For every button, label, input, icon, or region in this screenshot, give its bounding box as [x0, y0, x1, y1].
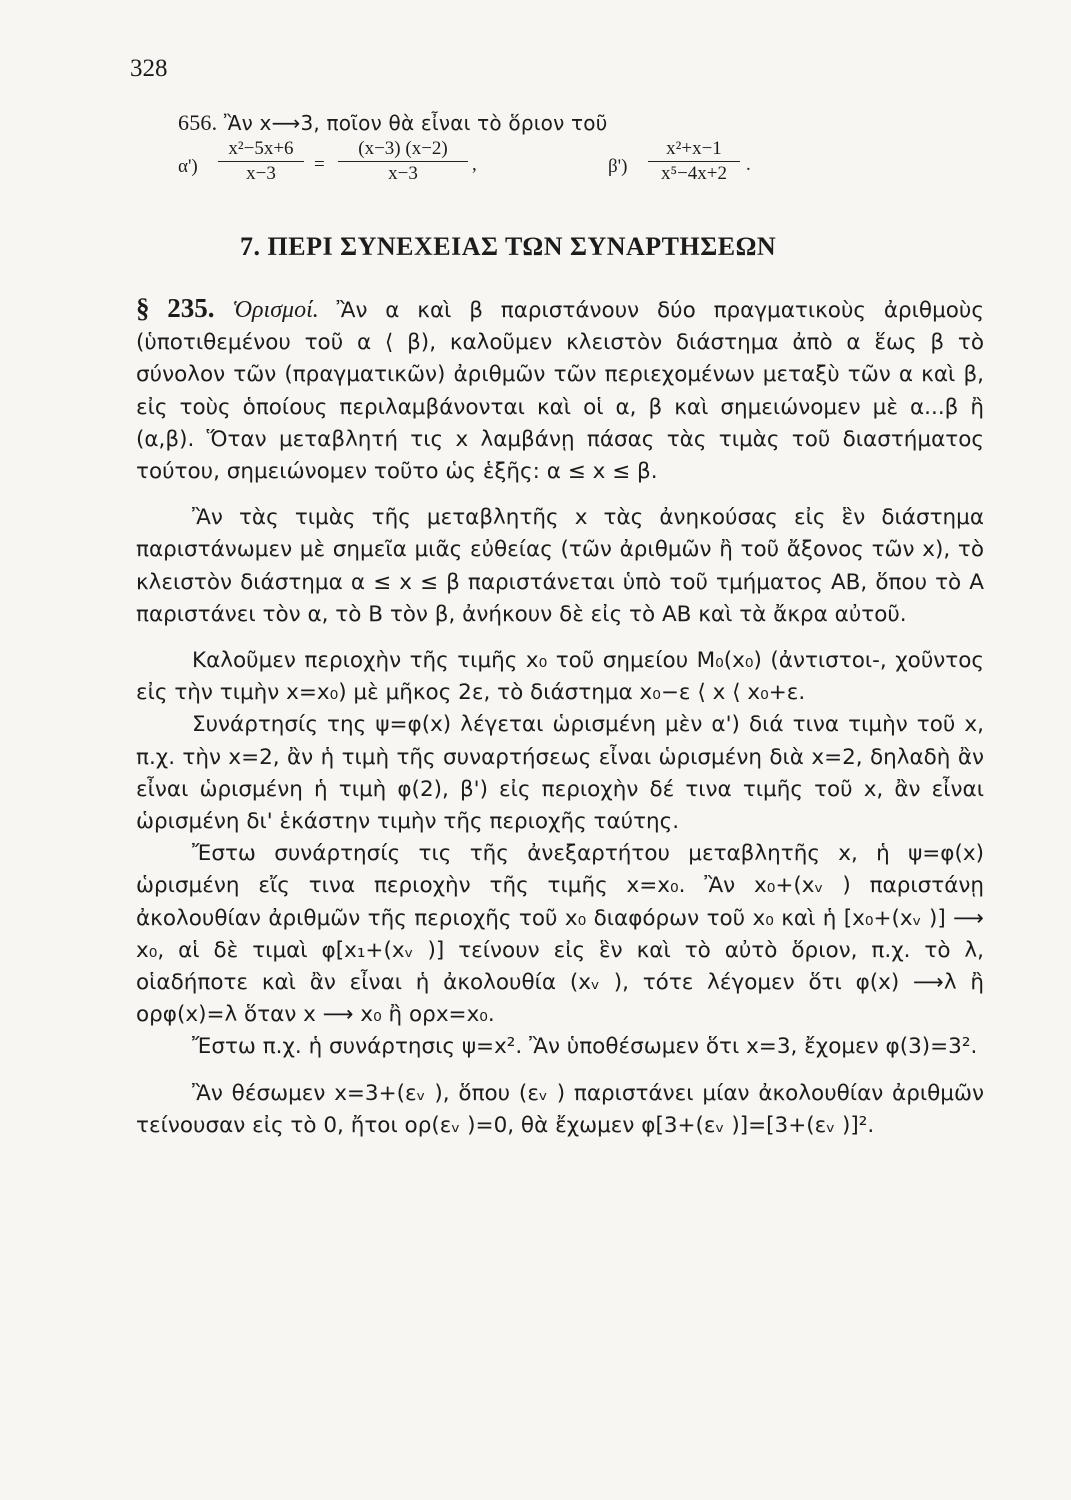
fraction-b-numerator: x²+x−1 [648, 138, 740, 162]
part-b-period: . [746, 154, 751, 175]
fraction-a2-denominator: x−3 [388, 163, 418, 184]
part-a-comma: , [472, 154, 477, 175]
paragraph-6: Ἔστω π.χ. ἡ συνάρτησις ψ=x². Ἂν ὑποθέσωμεν ὅτι x=3, ἔχομεν φ(3)=3². [192, 1034, 978, 1060]
paragraph-5: Ἔστω συνάρτησίς τις τῆς ἀνεξαρτήτου μεταβλητῆς x, ἡ ψ=φ(x) ὡρισμένη εἴς τινα περιοχὴν τῆς τιμῆς x=x₀. Ἂν x₀+(xᵥ ) παριστάνῃ ἀκολουθίαν ἀριθμῶν τῆς περιοχῆς τοῦ x₀ διαφόρων τοῦ x₀ καὶ ἡ [x₀+(xᵥ )] ⟶ x₀, αἱ δὲ τιμαὶ φ[x₁+(xᵥ )] τείνουν εἰς ἓν καὶ τὸ αὐτὸ ὅριον, π.χ. τὸ λ, οἱαδήποτε καὶ ἂν εἶναι ἡ ἀκολουθία (xᵥ ), τότε λέγομεν ὅτι φ(x) ⟶λ ἢ ορφ(x)=λ ὅταν x ⟶ x₀ ἢ ορx=x₀. [136, 841, 984, 1028]
fraction-a1-denominator: x−3 [246, 163, 276, 184]
section-title: Ὁρισμοί. [232, 297, 319, 323]
part-a-label: α') [178, 156, 198, 177]
fraction-a1 [218, 138, 304, 185]
fraction-a2 [338, 138, 468, 185]
exercise-text: Ἂν x⟶3, ποῖον θὰ εἶναι τὸ ὅριον τοῦ [223, 111, 608, 135]
exercise-prompt [178, 110, 878, 136]
page-number: 328 [130, 55, 168, 82]
paragraph-definitions [136, 292, 984, 488]
equals-sign: = [314, 154, 325, 175]
section-body [136, 292, 984, 1142]
paragraph-1: Ἂν α καὶ β παριστάνουν δύο πραγματικοὺς ἀριθμοὺς (ὑποτιθεμένου τοῦ α ⟨ β), καλοῦμεν κλειστὸν διάστημα ἀπὸ α ἕως β τὸ σύνολον τῶν (πραγματικῶν) ἀριθμῶν τῶν περιεχομένων μεταξὺ τῶν α καὶ β, εἰς τοὺς ὁποίους περιλαμβάνονται καὶ οἱ α, β καὶ σημειώνομεν μὲ α...β ἢ (α,β). Ὅταν μεταβλητή τις x λαμβάνῃ πάσας τὰς τιμὰς τοῦ διαστήματος τούτου, σημειώνομεν τοῦτο ὡς ἑξῆς: α ≤ x ≤ β. [136, 298, 984, 485]
paragraph-4: Συνάρτησίς της ψ=φ(x) λέγεται ὡρισμένη μὲν α') διά τινα τιμὴν τοῦ x, π.χ. τὴν x=2, ἂν ἡ τιμὴ τῆς συναρτήσεως εἶναι ὡρισμένη διὰ x=2, δηλαδὴ ἂν εἶναι ὡρισμένη ἡ τιμὴ φ(2), β') εἰς περιοχὴν δέ τινα τιμῆς τοῦ x, ἂν εἶναι ὡρισμένη δι' ἑκάστην τιμὴν τῆς περιοχῆς ταύτης. [136, 712, 984, 835]
exercise-number: 656. [178, 110, 218, 135]
paragraph-3: Καλοῦμεν περιοχὴν τῆς τιμῆς x₀ τοῦ σημείου M₀(x₀) (ἀντιστοι-, χοῦντος εἰς τὴν τιμὴν x=x₀) μὲ μῆκος 2ε, τὸ διάστημα x₀−ε ⟨ x ⟨ x₀+ε. [136, 648, 984, 706]
chapter-heading: 7. ΠΕΡΙ ΣΥΝΕΧΕΙΑΣ ΤΩΝ ΣΥΝΑΡΤΗΣΕΩΝ [240, 232, 777, 261]
fraction-a2-numerator: (x−3) (x−2) [338, 138, 468, 162]
fraction-b [648, 138, 740, 185]
fraction-a1-numerator: x²−5x+6 [218, 138, 304, 162]
section-number: § 235. [136, 293, 215, 323]
exercise-formulas [178, 138, 898, 198]
fraction-b-denominator: x⁵−4x+2 [660, 163, 728, 184]
part-b-label: β') [608, 156, 628, 177]
paragraph-2: Ἂν τὰς τιμὰς τῆς μεταβλητῆς x τὰς ἀνηκούσας εἰς ἓν διάστημα παριστάνωμεν μὲ σημεῖα μιᾶς εὐθείας (τῶν ἀριθμῶν ἢ τοῦ ἄξονος τῶν x), τὸ κλειστὸν διάστημα α ≤ x ≤ β παριστάνεται ὑπὸ τοῦ τμήματος ΑΒ, ὅπου τὸ Α παριστάνει τὸν α, τὸ Β τὸν β, ἀνήκουν δὲ εἰς τὸ ΑΒ καὶ τὰ ἄκρα αὐτοῦ. [136, 505, 984, 627]
paragraph-7: Ἂν θέσωμεν x=3+(εᵥ ), ὅπου (εᵥ ) παριστάνει μίαν ἀκολουθίαν ἀριθμῶν τείνουσαν εἰς τὸ 0, ἤτοι ορ(εᵥ )=0, θὰ ἔχωμεν φ[3+(εᵥ )]=[3+(εᵥ )]². [136, 1080, 984, 1138]
